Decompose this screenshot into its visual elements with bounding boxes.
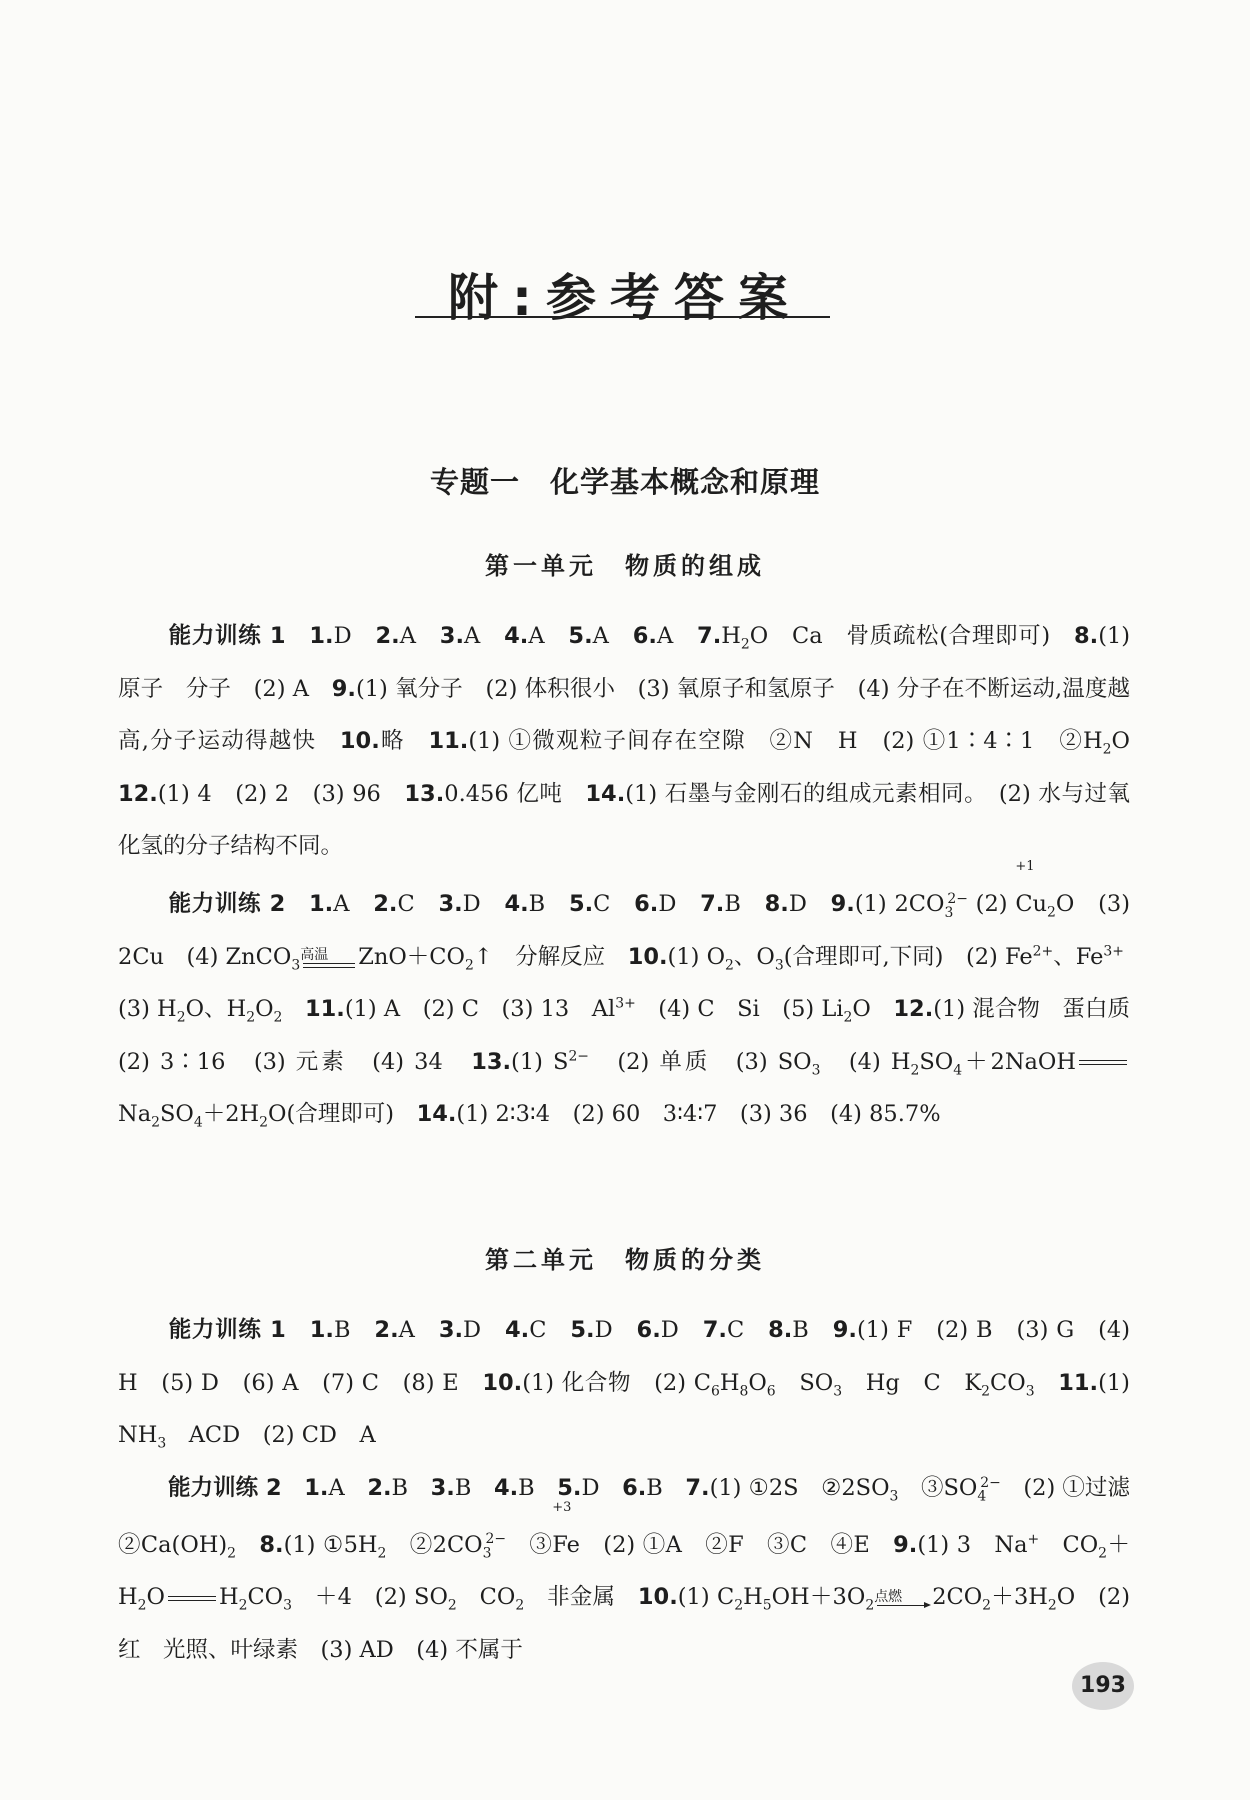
- training-label: 能力训练 2: [168, 1475, 282, 1501]
- topic-heading: 专题一 化学基本概念和原理: [429, 465, 820, 499]
- title-underline: [415, 316, 830, 318]
- unit2-training1: 能力训练 1 1.B 2.A 3.D 4.C 5.D 6.D 7.C 8.B 9.(1) F (2) B (3) G (4) H (5) D (6) A (7) C (8) E 10.(1) 化合物 (2) $C_6H_8O_6$ $SO_3$ Hg C $K_2CO_3$ 11.(1) $NH_3$ ACD (2) CD A: [118, 1317, 1131, 1452]
- unit2-heading: 第二单元 物质的分类: [485, 1246, 765, 1274]
- training-label: 能力训练 1: [168, 623, 286, 649]
- unit1-training1: 能力训练 1 1.D 2.A 3.A 4.A 5.A 6.A $7.H_2O$ Ca 骨质疏松(合理即可) 8.(1) 原子 分子 (2) A 9.(1) 氧分子 (2) 体积很小 (3) 氧原子和氢原子 (4) 分子在不断运动,温度越高,分子运动得越快 10.略 11.(1) ①微观粒子间存在空隙 ②N H (2) ①1∶4∶1 $②H_2O$ 12.(1) 4 (2) 2 (3) 96 13.0.456 亿吨 14.(1) 石墨与金刚石的组成元素相同。 (2) 水与过氧化氢的分子结构不同。: [118, 623, 1153, 859]
- unit1-training2: 能力训练 2 1.A 2.C 3.D 4.B 5.C 6.D 7.B 8.D 9.(1) $2CO_3^{2-}$ (2) +1 $Cu_2O$ (3) 2Cu (4) ZnCO$_3$ 高温 $ZnO+CO_2↑$ 分解反应 10.(1) $O_2$、$O_3$(合理即可,下同) (2) $Fe^{2+}$、$Fe^{3+}$ (3) $H_2O$、$H_2O_2$ 11.(1) A (2) C (3) 13 $Al^{3+}$ (4) C Si (5) $Li_2O$ 12.(1) 混合物 蛋白质 (2) 3∶16 (3) 元素 (4) 34 13.(1) $S^{2-}$ (2) 单质 (3) $SO_3$ (4) $H_2SO_4+2NaOHNa_2SO_4+2H_2O$(合理即可) 14.(1) 2∶3∶4 (2) 60 3∶4∶7 (3) 36 (4) 85.7%: [118, 859, 1153, 1131]
- reaction-condition: 高温: [300, 948, 358, 968]
- oxidation-state-fe: +3 Fe: [552, 1499, 580, 1558]
- page-number: 193: [1072, 1662, 1134, 1710]
- oxidation-state-cu: +1 Cu: [1015, 859, 1048, 917]
- training-label: 能力训练 2: [168, 891, 286, 917]
- page-title: 附:参考答案: [448, 269, 802, 327]
- training-label: 能力训练 1: [168, 1317, 286, 1343]
- unit1-heading: 第一单元 物质的组成: [485, 552, 765, 580]
- unit2-training2: 能力训练 2 1.A 2.B 3.B 4.B 5.D 6.B 7.(1) ①2S $②2SO_3$ $③SO_4^{2-}$ (2) ①过滤 $②Ca(OH)_2$ 8.(1) $①5H_2$ $②2CO_3^{2-}$ ③ +3 Fe (2) ①A ②F ③C ④E 9.(1) 3 Na+ $CO_2+H_2O$ $H_2CO_3$ ＋4 (2) $SO_2$ $CO_2$ 非金属 10.(1) $C_2H_5OH+3O_2$ 点燃 $2CO_2+3H_2O$ (2) 红 光照、叶绿素 (3) AD (4) 不属于: [118, 1474, 1153, 1663]
- reaction-condition: 点燃: [874, 1590, 932, 1606]
